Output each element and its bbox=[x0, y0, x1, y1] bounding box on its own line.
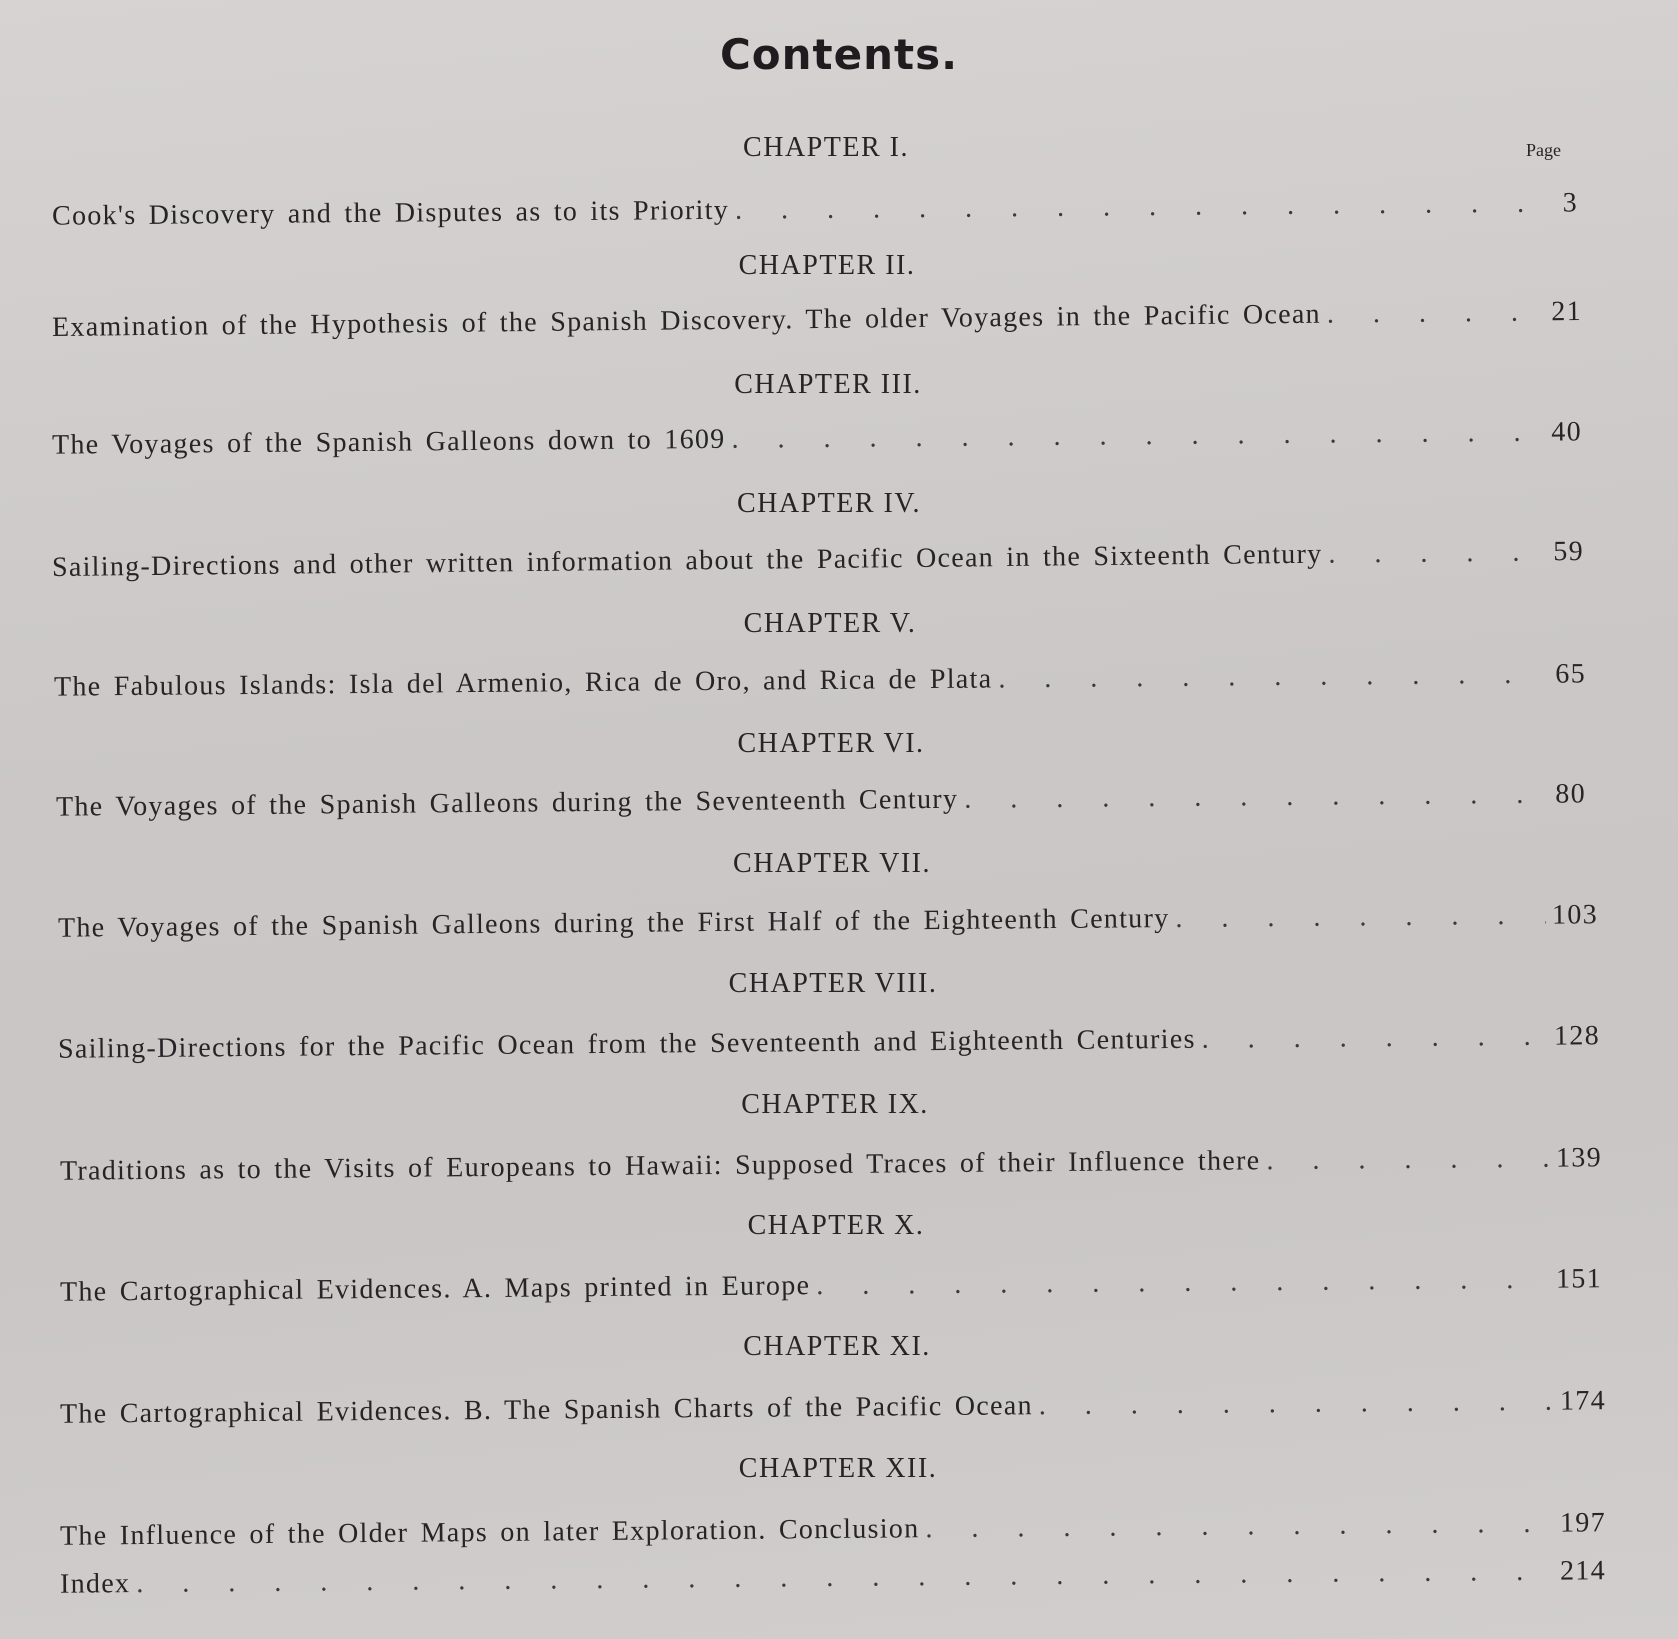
page-number: 197 bbox=[1559, 1507, 1607, 1539]
page-number: 103 bbox=[1551, 899, 1599, 931]
dot-leader bbox=[1202, 1021, 1549, 1056]
dot-leader bbox=[1175, 900, 1546, 935]
chapter-title: The Voyages of the Spanish Galleons during the Seventeenth Century bbox=[55, 783, 959, 823]
page-number: 151 bbox=[1555, 1263, 1603, 1295]
page-number: 21 bbox=[1551, 295, 1583, 328]
chapter-title: The Influence of the Older Maps on later Exploration. Conclusion bbox=[59, 1513, 920, 1552]
dot-leader bbox=[735, 188, 1532, 227]
chapter-heading: CHAPTER VIII. bbox=[728, 968, 938, 999]
dot-leader bbox=[816, 1264, 1550, 1302]
chapter-title: Sailing-Directions for the Pacific Ocean from the Seventeenth and Eighteenth Centuries bbox=[57, 1023, 1196, 1065]
chapter-title: Cook's Discovery and the Disputes as to its Priority bbox=[51, 194, 730, 232]
dot-leader bbox=[731, 417, 1536, 456]
page-number: 139 bbox=[1555, 1142, 1603, 1174]
toc-entry[interactable] bbox=[56, 778, 1586, 823]
chapter-heading: CHAPTER VII. bbox=[733, 848, 931, 879]
dot-leader bbox=[1266, 1143, 1550, 1177]
chapter-title: The Fabulous Islands: Isla del Armenio, Rica de Oro, and Rica de Plata bbox=[53, 663, 993, 703]
toc-entry[interactable] bbox=[60, 1507, 1606, 1552]
chapter-title: Traditions as to the Visits of Europeans to Hawaii: Supposed Traces of their Influence there bbox=[59, 1145, 1261, 1187]
toc-entry[interactable] bbox=[52, 296, 1582, 344]
dot-leader bbox=[1328, 536, 1538, 570]
chapter-heading: CHAPTER VI. bbox=[737, 728, 925, 759]
dot-leader bbox=[1327, 296, 1536, 330]
toc-entry[interactable] bbox=[54, 658, 1586, 703]
toc-entry[interactable] bbox=[52, 536, 1584, 584]
page-number: 59 bbox=[1553, 535, 1585, 568]
dot-leader bbox=[925, 1508, 1554, 1545]
dot-leader bbox=[136, 1556, 1554, 1600]
dot-leader bbox=[998, 659, 1540, 696]
page-number: 174 bbox=[1559, 1385, 1607, 1417]
index-label: Index bbox=[59, 1568, 131, 1600]
chapter-heading: CHAPTER XI. bbox=[743, 1331, 931, 1362]
toc-entry[interactable] bbox=[52, 416, 1582, 461]
toc-entry[interactable] bbox=[58, 899, 1598, 944]
chapter-title: The Voyages of the Spanish Galleons during the First Half of the Eighteenth Century bbox=[57, 903, 1170, 944]
chapter-heading: CHAPTER V. bbox=[743, 608, 917, 639]
page-title: Contents. bbox=[719, 30, 959, 79]
chapter-title: Examination of the Hypothesis of the Spanish Discovery. The older Voyages in the Pacific Ocean bbox=[51, 298, 1322, 344]
chapter-heading: CHAPTER X. bbox=[747, 1210, 925, 1241]
chapter-heading: CHAPTER IV. bbox=[736, 488, 921, 519]
dot-leader bbox=[964, 779, 1540, 816]
dot-leader bbox=[1039, 1386, 1555, 1422]
page-number: 214 bbox=[1559, 1555, 1607, 1587]
page-number: 80 bbox=[1555, 778, 1587, 810]
toc-entry[interactable] bbox=[52, 187, 1578, 232]
page-column-label: Page bbox=[1526, 140, 1561, 160]
chapter-heading: CHAPTER IX. bbox=[741, 1089, 929, 1120]
chapter-title: Sailing-Directions and other written information about the Pacific Ocean in the Sixteenth Century bbox=[51, 538, 1323, 584]
chapter-heading: CHAPTER I. bbox=[743, 132, 909, 163]
chapter-heading: CHAPTER II. bbox=[738, 250, 916, 281]
index-entry[interactable] bbox=[60, 1555, 1606, 1600]
chapter-heading: CHAPTER XII. bbox=[738, 1453, 938, 1484]
chapter-title: The Cartographical Evidences. B. The Spanish Charts of the Pacific Ocean bbox=[59, 1390, 1033, 1430]
page-number: 40 bbox=[1551, 416, 1583, 448]
page-number: 3 bbox=[1562, 187, 1579, 219]
chapter-title: The Voyages of the Spanish Galleons down to 1609 bbox=[51, 423, 726, 461]
toc-entry[interactable] bbox=[60, 1385, 1606, 1430]
toc-entry[interactable] bbox=[58, 1020, 1600, 1065]
chapter-title: The Cartographical Evidences. A. Maps printed in Europe bbox=[59, 1270, 811, 1308]
page-number: 128 bbox=[1553, 1020, 1601, 1052]
toc-entry[interactable] bbox=[60, 1142, 1602, 1187]
chapter-heading: CHAPTER III. bbox=[734, 369, 922, 400]
page-number: 65 bbox=[1555, 658, 1587, 690]
toc-entry[interactable] bbox=[60, 1263, 1602, 1308]
